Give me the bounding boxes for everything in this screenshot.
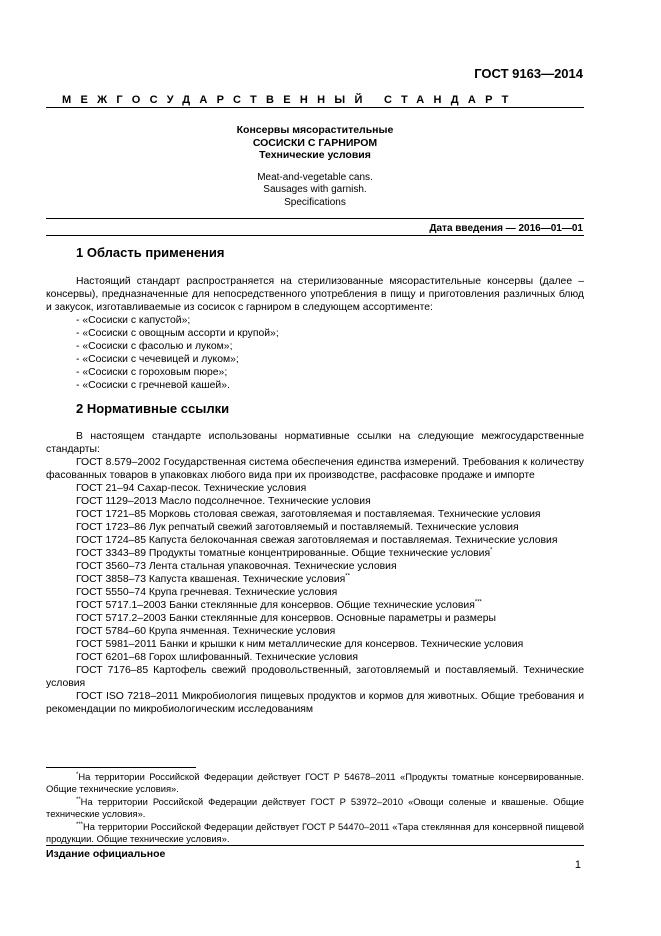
- official-edition-label: Издание официальное: [46, 848, 166, 860]
- reference-item: ГОСТ 5717.1–2003 Банки стеклянные для консервов. Общие технические условия***: [76, 599, 482, 611]
- reference-item: ГОСТ 1723–86 Лук репчатый свежий заготовляемый и поставляемый. Технические условия: [76, 522, 519, 533]
- title-ru-line2: СОСИСКИ С ГАРНИРОМ: [252, 136, 378, 149]
- section-1-body: [46, 275, 584, 392]
- title-block: [46, 124, 584, 209]
- introduction-date: Дата введения — 2016—01—01: [429, 223, 583, 234]
- footer-rule: [46, 845, 584, 846]
- section-2-intro: В настоящем стандарте использованы нормативные ссылки на следующие межгосударственные стандарты:: [46, 431, 584, 455]
- list-item: - «Сосиски с овощным ассорти и крупой»;: [76, 328, 279, 339]
- section-2-heading: 2 Нормативные ссылки: [76, 401, 230, 416]
- reference-item: ГОСТ 1724–85 Капуста белокочанная свежая заготовляемая и поставляемая. Технические условия: [76, 535, 558, 546]
- date-lower-rule: [46, 235, 584, 236]
- page-number: 1: [574, 859, 581, 871]
- list-item: - «Сосиски с гречневой кашей».: [76, 380, 230, 391]
- title-en-line1: Meat-and-vegetable cans.: [257, 171, 373, 183]
- list-item: - «Сосиски с чечевицей и луком»;: [76, 354, 239, 365]
- reference-item: ГОСТ 3343–89 Продукты томатные концентрированные. Общие технические условия*: [76, 547, 493, 559]
- reference-item: ГОСТ 5981–2011 Банки и крышки к ним металлические для консервов. Технические условия: [76, 639, 524, 650]
- reference-item: ГОСТ 5717.2–2003 Банки стеклянные для консервов. Основные параметры и размеры: [76, 613, 496, 624]
- reference-item: ГОСТ 1721–85 Морковь столовая свежая, заготовляемая и поставляемая. Технические условия: [76, 509, 541, 520]
- section-1-paragraph: Настоящий стандарт распространяется на стерилизованные мясорастительные консервы (далее – консервы), предназначенные для непосредственного употребления в пищу и приготовления различных блюд и закусок, изготавливаемые из сосисок с гарниром в следующем ассортименте:: [46, 276, 584, 313]
- header-rule: [46, 107, 584, 108]
- title-ru-line1: Консервы мясорастительные: [236, 124, 394, 136]
- list-item: - «Сосиски с капустой»;: [76, 315, 191, 326]
- footnote-item: *На территории Российской Федерации действует ГОСТ Р 54678–2011 «Продукты томатные консервированные. Общие технические условия».: [46, 771, 584, 794]
- standard-designation: ГОСТ 9163—2014: [474, 66, 583, 81]
- reference-item: ГОСТ 1129–2013 Масло подсолнечное. Технические условия: [76, 496, 371, 507]
- footnote-item: **На территории Российской Федерации действует ГОСТ Р 53972–2010 «Овощи соленые и квашеные. Общие технические условия».: [46, 796, 584, 819]
- reference-item: ГОСТ 8.579–2002 Государственная система обеспечения единства измерений. Требования к количеству фасованных товаров в упаковках любого вида при их производстве, расфасовке продаже и импорте: [46, 457, 584, 481]
- reference-item: ГОСТ 3560–73 Лента стальная упаковочная. Технические условия: [76, 561, 397, 572]
- reference-item: ГОСТ 5550–74 Крупа гречневая. Технические условия: [76, 587, 338, 598]
- footnote-item: ***На территории Российской Федерации действует ГОСТ Р 54470–2011 «Тара стеклянная для консервной пищевой продукции. Общие технические условия».: [46, 821, 584, 844]
- title-ru-line3: Технические условия: [259, 149, 371, 161]
- reference-item: ГОСТ ISO 7218–2011 Микробиология пищевых продуктов и кормов для животных. Общие требования и рекомендации по микробиологическим исследованиям: [46, 691, 584, 715]
- footnote-separator: [46, 767, 196, 768]
- list-item: - «Сосиски с гороховым пюре»;: [76, 367, 228, 378]
- interstate-standard-banner: МЕЖГОСУДАРСТВЕННЫЙ СТАНДАРТ: [62, 94, 518, 106]
- date-upper-rule: [46, 218, 584, 219]
- reference-item: ГОСТ 5784–60 Крупа ячменная. Технические условия: [76, 626, 336, 637]
- list-item: - «Сосиски с фасолью и луком»;: [76, 341, 233, 352]
- reference-item: ГОСТ 6201–68 Горох шлифованный. Технические условия: [76, 652, 358, 663]
- title-en-line2: Sausages with garnish.: [263, 184, 367, 195]
- title-en: [46, 172, 584, 210]
- section-1-heading: 1 Область применения: [76, 245, 225, 260]
- reference-item: ГОСТ 21–94 Сахар-песок. Технические условия: [76, 483, 307, 494]
- section-2-body: [46, 430, 584, 716]
- footnotes: [46, 771, 584, 846]
- reference-item: ГОСТ 7176–85 Картофель свежий продовольственный, заготовляемый и поставляемый. Технические условия: [46, 665, 584, 689]
- title-en-line3: Specifications: [284, 196, 346, 208]
- reference-item: ГОСТ 3858–73 Капуста квашеная. Технические условия**: [76, 573, 350, 585]
